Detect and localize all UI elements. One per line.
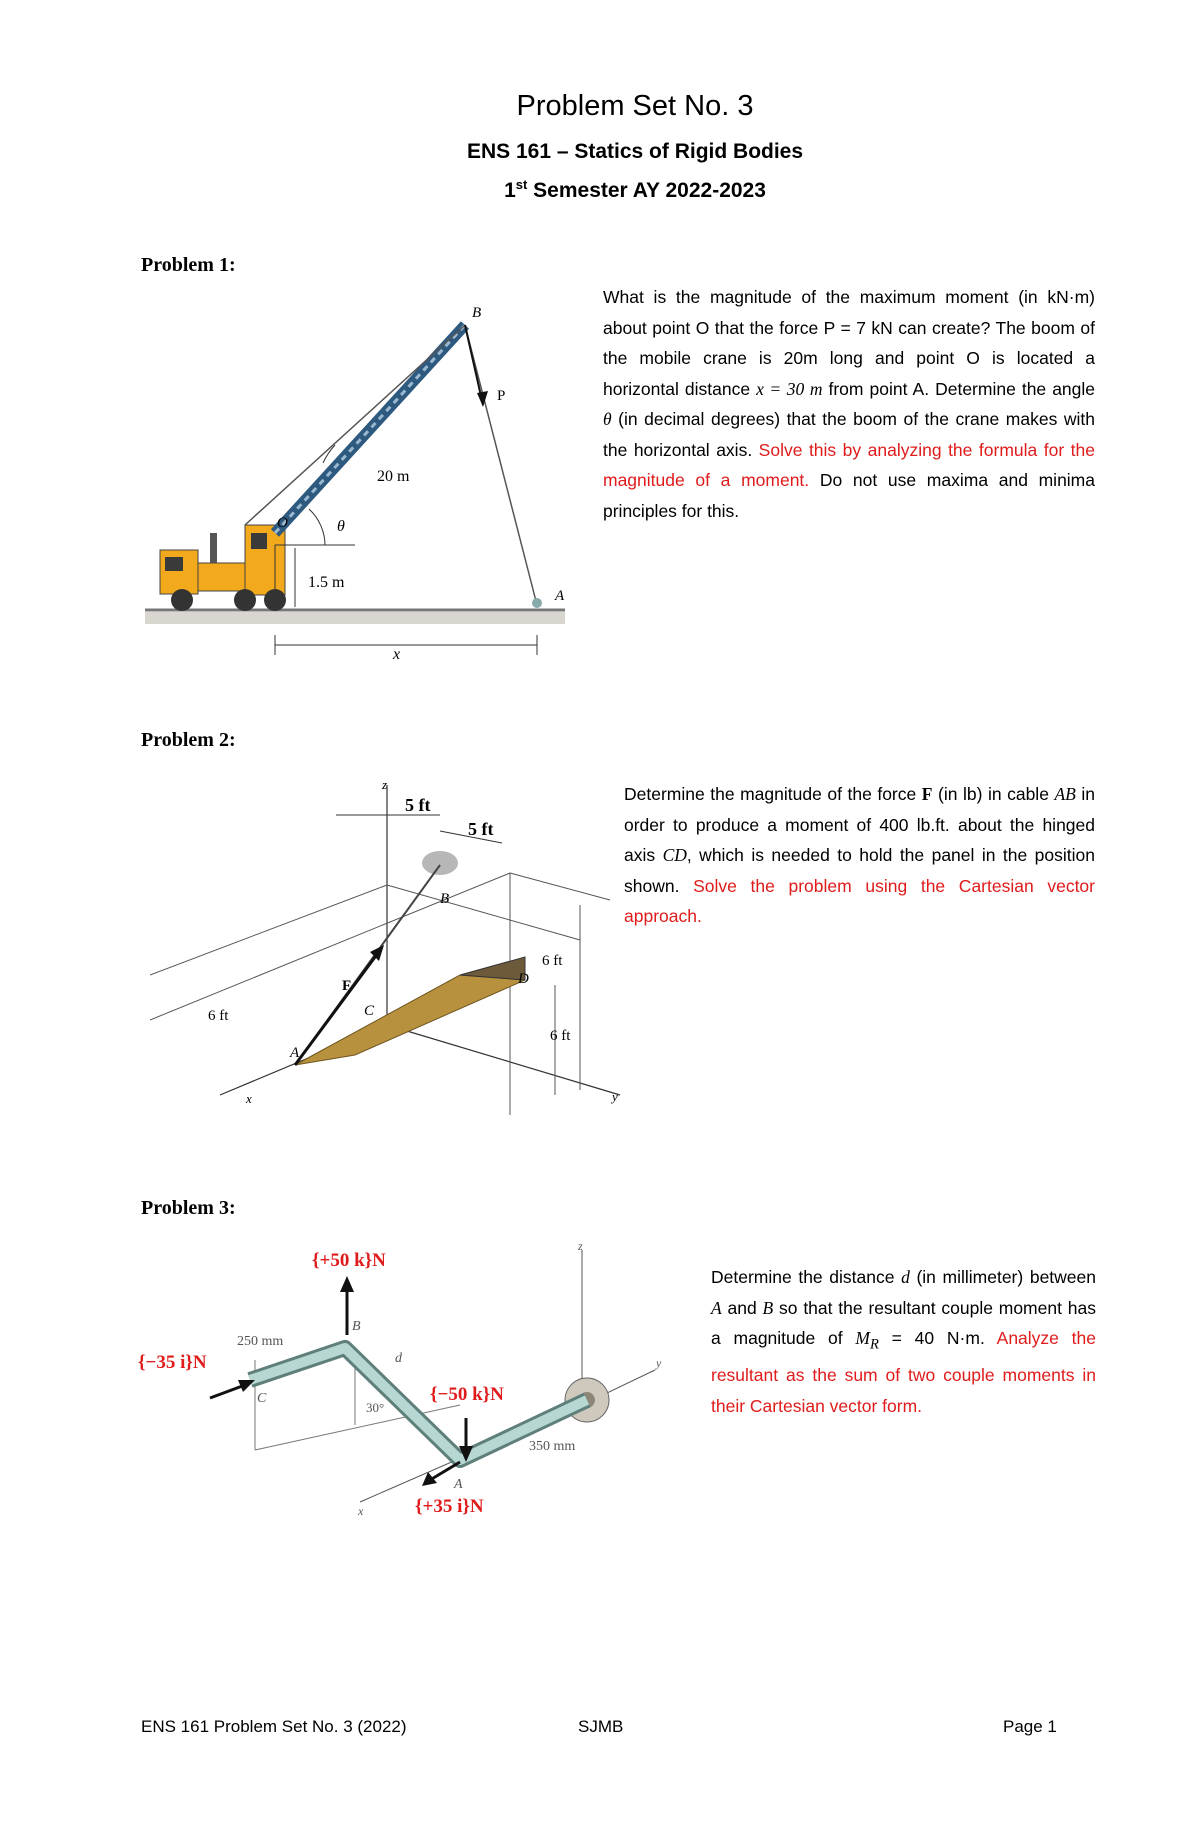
problem-3-text-a: Determine the distance [711, 1267, 902, 1287]
crane-window [251, 533, 267, 549]
problem-3-text [711, 1262, 1096, 1421]
label-d: D [518, 971, 529, 987]
problem-3-a: A [711, 1297, 722, 1318]
label-x: x [246, 1091, 252, 1106]
footer-center: SJMB [578, 1717, 624, 1736]
label-a: A [454, 1477, 463, 1492]
label-a: A [555, 588, 565, 604]
label-height: 1.5 m [308, 574, 345, 591]
force-top-label: {+50 k}N [312, 1250, 386, 1271]
label-f: F [342, 978, 352, 994]
force-top-arrowhead [340, 1276, 354, 1292]
problem-1-text-d: Do not use maxima and minima principles for this. [603, 470, 1095, 521]
problem-1-heading: Problem 1: [141, 254, 236, 276]
theta-arc [309, 509, 325, 545]
label-5ft-b: 5 ft [468, 819, 494, 839]
force-p-arrowhead [477, 391, 488, 407]
label-c: C [364, 1003, 375, 1019]
label-y: y [656, 1356, 662, 1370]
problem-3-heading: Problem 3: [141, 1197, 236, 1219]
semester-rest: Semester AY 2022-2023 [527, 179, 766, 202]
label-p: P [497, 388, 506, 404]
crane-boom [275, 325, 465, 533]
truck-cab [160, 550, 198, 594]
force-left-arrow [210, 1385, 245, 1398]
problem-3-mr: M [855, 1328, 870, 1348]
problem-1-text-c: (in decimal degrees) that the boom of the crane makes with the horizontal axis. [603, 409, 1095, 460]
page-title: Problem Set No. 3 [516, 90, 754, 122]
problem-3-text-e: = 40 N·m. [878, 1328, 997, 1348]
panel-figure [150, 775, 640, 1120]
problem-3-d: d [901, 1267, 910, 1287]
problem-1-text-b: from point A. Determine the angle [822, 378, 1096, 399]
problem-1-instruction: Solve this by analyzing the formula for the magnitude of a moment. [603, 439, 1095, 490]
exhaust-stack [210, 533, 217, 563]
label-250: 250 mm [237, 1334, 284, 1349]
y-axis [387, 1025, 620, 1095]
problem-3-and: and [721, 1297, 763, 1318]
problem-1-text-a: What is the magnitude of the maximum moment (in kN·m) about point O that the force P = 7 kN can create? The boom of the mobile crane is 20m long and point O is located a horizontal distance [603, 287, 1095, 399]
label-theta: θ [337, 518, 345, 535]
label-350: 350 mm [529, 1439, 576, 1454]
force-bottom-label: {+35 i}N [415, 1496, 484, 1517]
problem-1-theta: θ [603, 409, 612, 429]
support-b [422, 851, 458, 875]
label-y: y [612, 1089, 618, 1104]
problem-2-text-a: Determine the magnitude of the force [624, 784, 922, 804]
semester-ordinal: 1 [504, 179, 516, 202]
problem-2-force: F [921, 784, 933, 804]
label-z: z [578, 1240, 583, 1253]
problem-3-text-b: (in millimeter) between [909, 1267, 1096, 1287]
crane-figure [145, 295, 565, 680]
force-left-label: {−35 i}N [138, 1352, 207, 1373]
label-c: C [257, 1391, 267, 1406]
label-6ft-a: 6 ft [542, 953, 563, 969]
pipe-figure [130, 1240, 675, 1520]
wheel [171, 589, 193, 611]
truck-window [165, 557, 183, 571]
label-b: B [352, 1319, 361, 1334]
problem-1-text [603, 282, 1095, 526]
problem-3-b: B [762, 1297, 774, 1318]
label-b: B [440, 891, 450, 907]
semester-line [0, 177, 1200, 203]
label-x: x [393, 646, 401, 663]
footer-left: ENS 161 Problem Set No. 3 (2022) [141, 1717, 407, 1736]
label-o: O [277, 515, 288, 531]
boom-cable [245, 325, 465, 525]
label-6ft-b: 6 ft [550, 1028, 571, 1044]
label-a: A [290, 1045, 300, 1061]
label-z: z [382, 777, 388, 792]
label-x: x [358, 1504, 364, 1518]
problem-2-cd: CD [662, 845, 687, 865]
problem-2-text [624, 779, 1095, 932]
label-6ft-c: 6 ft [208, 1008, 229, 1024]
truck-body [198, 563, 248, 591]
problem-2-heading: Problem 2: [141, 729, 236, 751]
semester-suffix: st [515, 177, 528, 192]
ref-line [387, 885, 580, 940]
label-b: B [472, 305, 482, 321]
problem-2-instruction: Solve the problem using the Cartesian vector approach. [624, 875, 1095, 926]
label-30: 30° [366, 1400, 385, 1415]
problem-3-text-c: so that the resultant couple moment has a magnitude of [711, 1297, 1096, 1348]
label-d: d [395, 1351, 402, 1366]
problem-2-ab: AB [1054, 784, 1076, 804]
footer-page-number: Page 1 [1003, 1717, 1057, 1736]
problem-2-text-b: (in lb) in cable [932, 784, 1055, 804]
course-title: ENS 161 – Statics of Rigid Bodies [466, 140, 804, 163]
anchor-a [532, 598, 542, 608]
ground-fill [145, 612, 565, 624]
cable-ba [465, 325, 537, 605]
problem-3-instruction: Analyze the resultant as the sum of two couple moments in their Cartesian vector form. [711, 1328, 1097, 1416]
ref-line [510, 873, 610, 900]
problem-3-mr-sub: R [869, 1336, 879, 1353]
problem-2-text-c: in order to produce a moment of 400 lb.ft. about the hinged axis [624, 784, 1095, 865]
force-mid-label: {−50 k}N [430, 1384, 504, 1405]
problem-1-var: x = 30 m [756, 378, 823, 399]
wheel [234, 589, 256, 611]
problem-2-text-d: , which is needed to hold the panel in the position shown. [624, 845, 1095, 896]
label-boom-length: 20 m [377, 468, 410, 485]
label-5ft-a: 5 ft [405, 795, 431, 815]
ref-line [150, 885, 387, 975]
